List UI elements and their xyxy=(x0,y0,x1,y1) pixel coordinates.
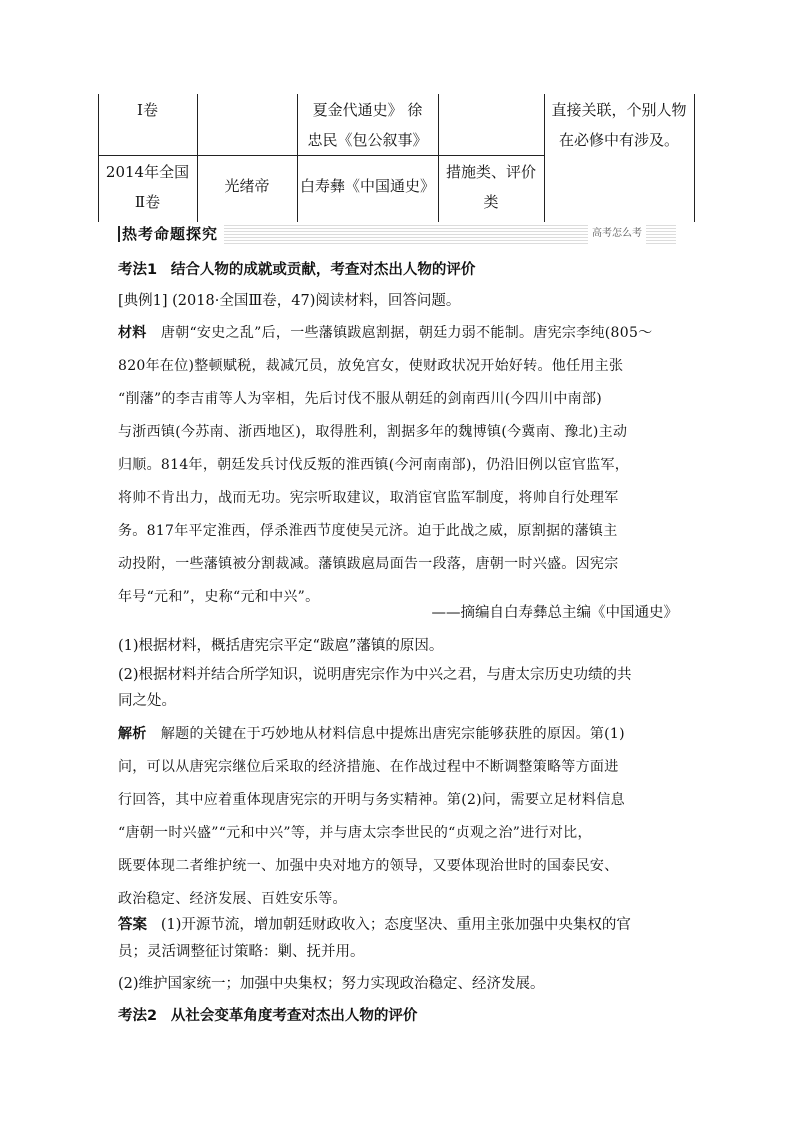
table-cell: 白寿彝《中国通史》 xyxy=(299,177,435,195)
table-cell: 光绪帝 xyxy=(224,177,270,195)
question-line: (1)根据材料，概括唐宪宗平定“跋扈”藩镇的原因。 xyxy=(118,638,444,654)
material-line: 动投附，一些藩镇被分割裁减。藩镇跋扈局面告一段落，唐朝一时兴盛。因宪宗 xyxy=(118,556,619,572)
section-header xyxy=(118,224,676,244)
material-line: 归顺。814年，朝廷发兵讨伐反叛的淮西镇(今河南南部)，仍沿旧例以宦官监军， xyxy=(118,457,630,473)
question-line: (2)根据材料并结合所学知识，说明唐宪宗作为中兴之君，与唐太宗历史功绩的共 xyxy=(118,667,632,683)
analysis-label: 解析 xyxy=(118,726,147,742)
answer-line: (2)维护国家统一；加强中央集权；努力实现政治稳定、经济发展。 xyxy=(118,976,545,992)
table-cell: 在必修中有涉及。 xyxy=(558,131,679,149)
material-line: “削藩”的李吉甫等人为宰相，先后讨伐不服从朝廷的剑南西川(今四川中南部) xyxy=(118,391,603,407)
question-line: 同之处。 xyxy=(118,693,176,709)
analysis-line: 既要体现二者维护统一、加强中央对地方的领导，又要体现治世时的国泰民安、 xyxy=(118,858,619,874)
answer-line: 员；灵活调整征讨策略：剿、抚并用。 xyxy=(118,944,365,960)
analysis-line xyxy=(118,723,678,743)
table-cell: 忠民《包公叙事》 xyxy=(307,131,428,149)
material-source: ——摘编自白寿彝总主编《中国通史》 xyxy=(431,605,678,621)
material-line: 年号“元和”，史称“元和中兴”。 xyxy=(118,589,320,605)
history-table xyxy=(98,94,695,222)
answer-label: 答案 xyxy=(118,917,147,933)
table-cell: Ⅱ卷 xyxy=(134,193,161,211)
kaofa2-heading xyxy=(118,1004,678,1025)
table-cell: Ⅰ卷 xyxy=(137,101,158,119)
table-cell: 措施类、评价 xyxy=(445,163,536,181)
kaofa1-heading xyxy=(118,258,678,279)
section-title: 热考命题探究 xyxy=(118,224,224,244)
answer-text: (1)开源节流，增加朝廷财政收入；态度坚决、重用主张加强中央集权的官 xyxy=(160,917,631,933)
table-cell: 直接关联，个别人物 xyxy=(551,101,687,119)
analysis-line: 问，可以从唐宪宗继位后采取的经济措施、在作战过程中不断调整策略等方面进 xyxy=(118,759,619,775)
table-border-right xyxy=(694,94,695,222)
analysis-line: 政治稳定、经济发展、百姓安乐等。 xyxy=(118,891,347,907)
table-cell: 夏金代通史》 徐 xyxy=(312,101,423,119)
material-text: 唐朝“安史之乱”后，一些藩镇跋扈割据，朝廷力弱不能制。唐宪宗李纯(805～ xyxy=(160,325,653,341)
kaofa2-text: 从社会变革角度考查对杰出人物的评价 xyxy=(170,1008,418,1024)
material-line: 820年在位)整顿赋税，裁减冗员，放免宫女，使财政状况开始好转。他任用主张 xyxy=(118,358,624,374)
kaofa1-label: 考法1 xyxy=(118,262,158,278)
material-line xyxy=(118,322,678,342)
kaofa1-text: 结合人物的成就或贡献，考查对杰出人物的评价 xyxy=(170,262,476,278)
answer-line xyxy=(118,913,678,934)
analysis-text: 解题的关键在于巧妙地从材料信息中提炼出唐宪宗能够获胜的原因。第(1) xyxy=(160,726,625,742)
analysis-line: “唐朝一时兴盛”“元和中兴”等，并与唐太宗李世民的“贞观之治”进行对比， xyxy=(118,825,592,841)
table-cell: 类 xyxy=(483,193,499,211)
example-line: [典例1] (2018·全国Ⅲ卷，47)阅读材料，回答问题。 xyxy=(118,293,461,309)
material-line: 将帅不肯出力，战而无功。宪宗听取建议，取消宦官监军制度，将帅自行处理军 xyxy=(118,490,619,506)
material-line: 与浙西镇(今苏南、浙西地区)，取得胜利，割据多年的魏博镇(今冀南、豫北)主动 xyxy=(118,424,628,440)
table-cell: 2014年全国 xyxy=(105,163,190,181)
table-col-divider xyxy=(197,94,198,222)
material-line: 务。817年平定淮西，俘杀淮西节度使吴元济。迫于此战之威，原割据的藩镇主 xyxy=(118,523,618,539)
material-label: 材料 xyxy=(118,325,147,341)
analysis-line: 行回答，其中应着重体现唐宪宗的开明与务实精神。第(2)问，需要立足材料信息 xyxy=(118,792,625,808)
section-right-note: 高考怎么考 xyxy=(588,224,646,244)
kaofa2-label: 考法2 xyxy=(118,1008,158,1024)
